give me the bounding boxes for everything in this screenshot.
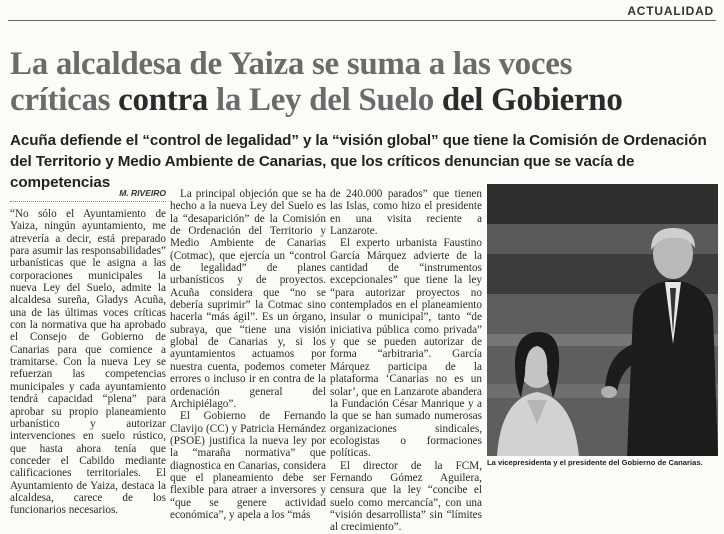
article-column-2 xyxy=(170,188,326,521)
paragraph: La principal objeción que se ha hecho a la nueva Ley del Suelo es la “desaparición” de la Comisión de Ordenación del Territorio y Medio Ambiente de Canarias (Cotmac), que ejercía un “control de legalidad” de planes urbanísticos y de proyectos. Acuña considera que “no se debería suprimir” la Cotmac sino hacerla “más ágil”. Es un órgano, subraya, que “tiene una visión global de Canarias y, si los ayuntamientos actuamos por nuestra cuenta, podemos cometer errores o incluso ir en contra de la ordenación general del Archipiélago”. xyxy=(170,188,326,410)
headline-line-2a: críticas xyxy=(10,82,119,118)
headline-line-2c: la Ley del Suelo xyxy=(208,82,442,118)
paragraph: El experto urbanista Faustino García Márquez advierte de la cantidad de “instrumentos excepcionales” que tiene la ley “para autorizar proyectos no contemplados en el planeamiento insular o municipal”, tanto “de iniciativa pública como privada” y que se pueden autorizar de forma “arbitraria”. García Márquez participa de la plataforma ‘Canarias no es un solar’, que en Lanzarote abandera la Fundación César Manrique y a la que se han sumado numerosas organizaciones sindicales, ecologistas o formaciones políticas. xyxy=(330,237,482,460)
paragraph: de 240.000 parados” que tienen las Islas, como hizo el presidente en una visita reciente a Lanzarote. xyxy=(330,188,482,238)
photo-illustration xyxy=(487,184,718,456)
article-photo xyxy=(487,184,718,456)
paragraph: “No sólo el Ayuntamiento de Yaiza, ningún ayuntamiento, me atrevería a decir, está preparado para asumir las responsabilidades” urbanísticas que le asigna a las corporaciones municipales la nueva Ley del Suelo, admite la alcaldesa sureña, Gladys Acuña, una de las últimas voces críticas con la normativa que ha aprobado el Consejo de Gobierno de Canarias para que comience a tramitarse. Con la nueva Ley se refuerzan las competencias municipales y cada ayuntamiento tendrá capacidad “plena” para aprobar su propio planeamiento urbanístico y autorizar intervenciones en suelo rústico, que hasta ahora tenía que conceder el Cabildo mediante calificaciones territoriales. El Ayuntamiento de Yaiza, destaca la alcaldesa, carece de los funcionarios necesarios. xyxy=(10,208,166,517)
paragraph: El Gobierno de Fernando Clavijo (CC) y Patricia Hernández (PSOE) justifica la nueva ley por la “maraña normativa” que diagnostica en Canarias, considera que el planeamiento debe ser flexible para atraer a inversores y “que se genere actividad económica”, y apela a los “más xyxy=(170,410,326,521)
photo-caption: La vicepresidenta y el presidente del Gobierno de Canarias. xyxy=(487,458,703,467)
headline-line-1: La alcaldesa de Yaiza se suma a las voces xyxy=(10,46,573,82)
page-header xyxy=(0,0,724,24)
article-column-1 xyxy=(10,208,166,517)
subheadline: Acuña defiende el “control de legalidad” y la “visión global” que tiene la Comisión de Ordenación del Territorio y Medio Ambiente de Canarias, que los críticos denuncian que se vacía de competencias xyxy=(10,132,707,191)
headline-line-2e: Gobierno xyxy=(483,82,623,118)
headline-line-2b: contra xyxy=(118,82,209,118)
article-column-3 xyxy=(330,188,482,534)
headline xyxy=(10,46,722,118)
header-rule xyxy=(8,20,716,21)
paragraph: El director de la FCM, Fernando Gómez Aguilera, censura que la ley “concibe el suelo como mercancía”, con una “visión desarrollista” sin “límites al crecimiento”. xyxy=(330,459,482,534)
section-label: ACTUALIDAD xyxy=(627,4,714,18)
headline-line-2d: del xyxy=(441,82,484,118)
byline: M. RIVEIRO xyxy=(10,188,166,202)
